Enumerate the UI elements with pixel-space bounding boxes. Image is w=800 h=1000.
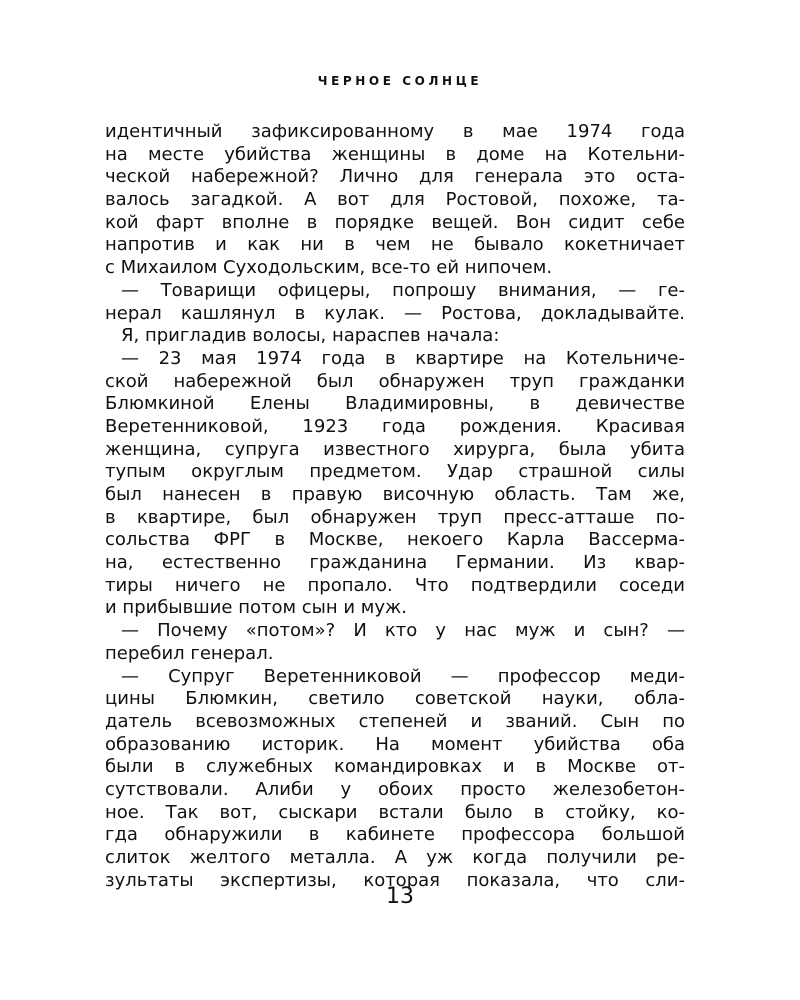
text-line: Я, пригладив волосы, нараспев начала: — [121, 325, 500, 347]
text-line: — Почему «потом»? И кто у нас муж и сын? — — [121, 620, 685, 642]
text-line: кой фарт вполне в порядке вещей. Вон сидит себе — [105, 211, 685, 233]
text-line: Блюмкиной Елены Владимировны, в девичестве — [105, 393, 685, 415]
text-line: и прибывшие потом сын и муж. — [105, 597, 407, 619]
text-line: напротив и как ни в чем не бывало кокетничает — [105, 234, 685, 256]
text-line: ской набережной был обнаружен труп гражданки — [105, 370, 685, 392]
text-line: ное. Так вот, сыскари встали было в стойку, ко- — [105, 801, 685, 823]
text-line: — 23 мая 1974 года в квартире на Котельниче- — [121, 347, 685, 369]
text-line: датель всевозможных степеней и званий. Сын по — [105, 710, 685, 732]
text-line: нерал кашлянул в кулак. — Ростова, докладывайте. — [105, 302, 685, 324]
text-line: женщина, супруга известного хирурга, была убита — [105, 438, 685, 460]
text-line: на, естественно гражданина Германии. Из квар- — [105, 552, 685, 574]
text-line: слиток желтого металла. А уж когда получили ре- — [105, 847, 685, 868]
text-line: цины Блюмкин, светило советской науки, обла- — [105, 688, 685, 710]
text-line: ческой набережной? Лично для генерала это оста- — [105, 166, 685, 188]
running-header: ЧЕРНОЕ СОЛНЦЕ — [317, 74, 483, 88]
text-line: гда обнаружили в кабинете профессора большой — [105, 824, 685, 846]
text-line: на месте убийства женщины в доме на Котельни- — [105, 143, 685, 165]
text-line: — Супруг Веретенниковой — профессор меди- — [121, 665, 685, 687]
text-line: с Михаилом Суходольским, все-то ей нипочем. — [105, 257, 553, 279]
body-text — [105, 121, 685, 892]
text-line: тупым округлым предметом. Удар страшной силы — [105, 461, 685, 483]
text-line: были в служебных командировках и в Москве от- — [105, 756, 685, 778]
text-line: зультаты экспертизы, которая показала, что сли- — [105, 869, 685, 891]
text-line: в квартире, был обнаружен труп пресс-атташе по- — [105, 506, 685, 528]
text-line: сольства ФРГ в Москве, некоего Карла Вассерма- — [105, 529, 685, 551]
text-line: образованию историк. На момент убийства оба — [105, 733, 685, 755]
text-line: сутствовали. Алиби у обоих просто железобетон- — [105, 778, 685, 800]
text-line: — Товарищи офицеры, попрошу внимания, — ге- — [121, 279, 685, 301]
text-line: валось загадкой. А вот для Ростовой, похоже, та- — [105, 189, 685, 211]
text-line: Веретенниковой, 1923 года рождения. Красивая — [105, 415, 685, 437]
text-line: перебил генерал. — [105, 642, 274, 664]
page-number: 13 — [386, 884, 414, 909]
text-line: был нанесен в правую височную область. Там же, — [105, 484, 685, 505]
text-line: идентичный зафиксированному в мае 1974 года — [105, 121, 685, 142]
text-line: тиры ничего не пропало. Что подтвердили соседи — [105, 574, 685, 596]
